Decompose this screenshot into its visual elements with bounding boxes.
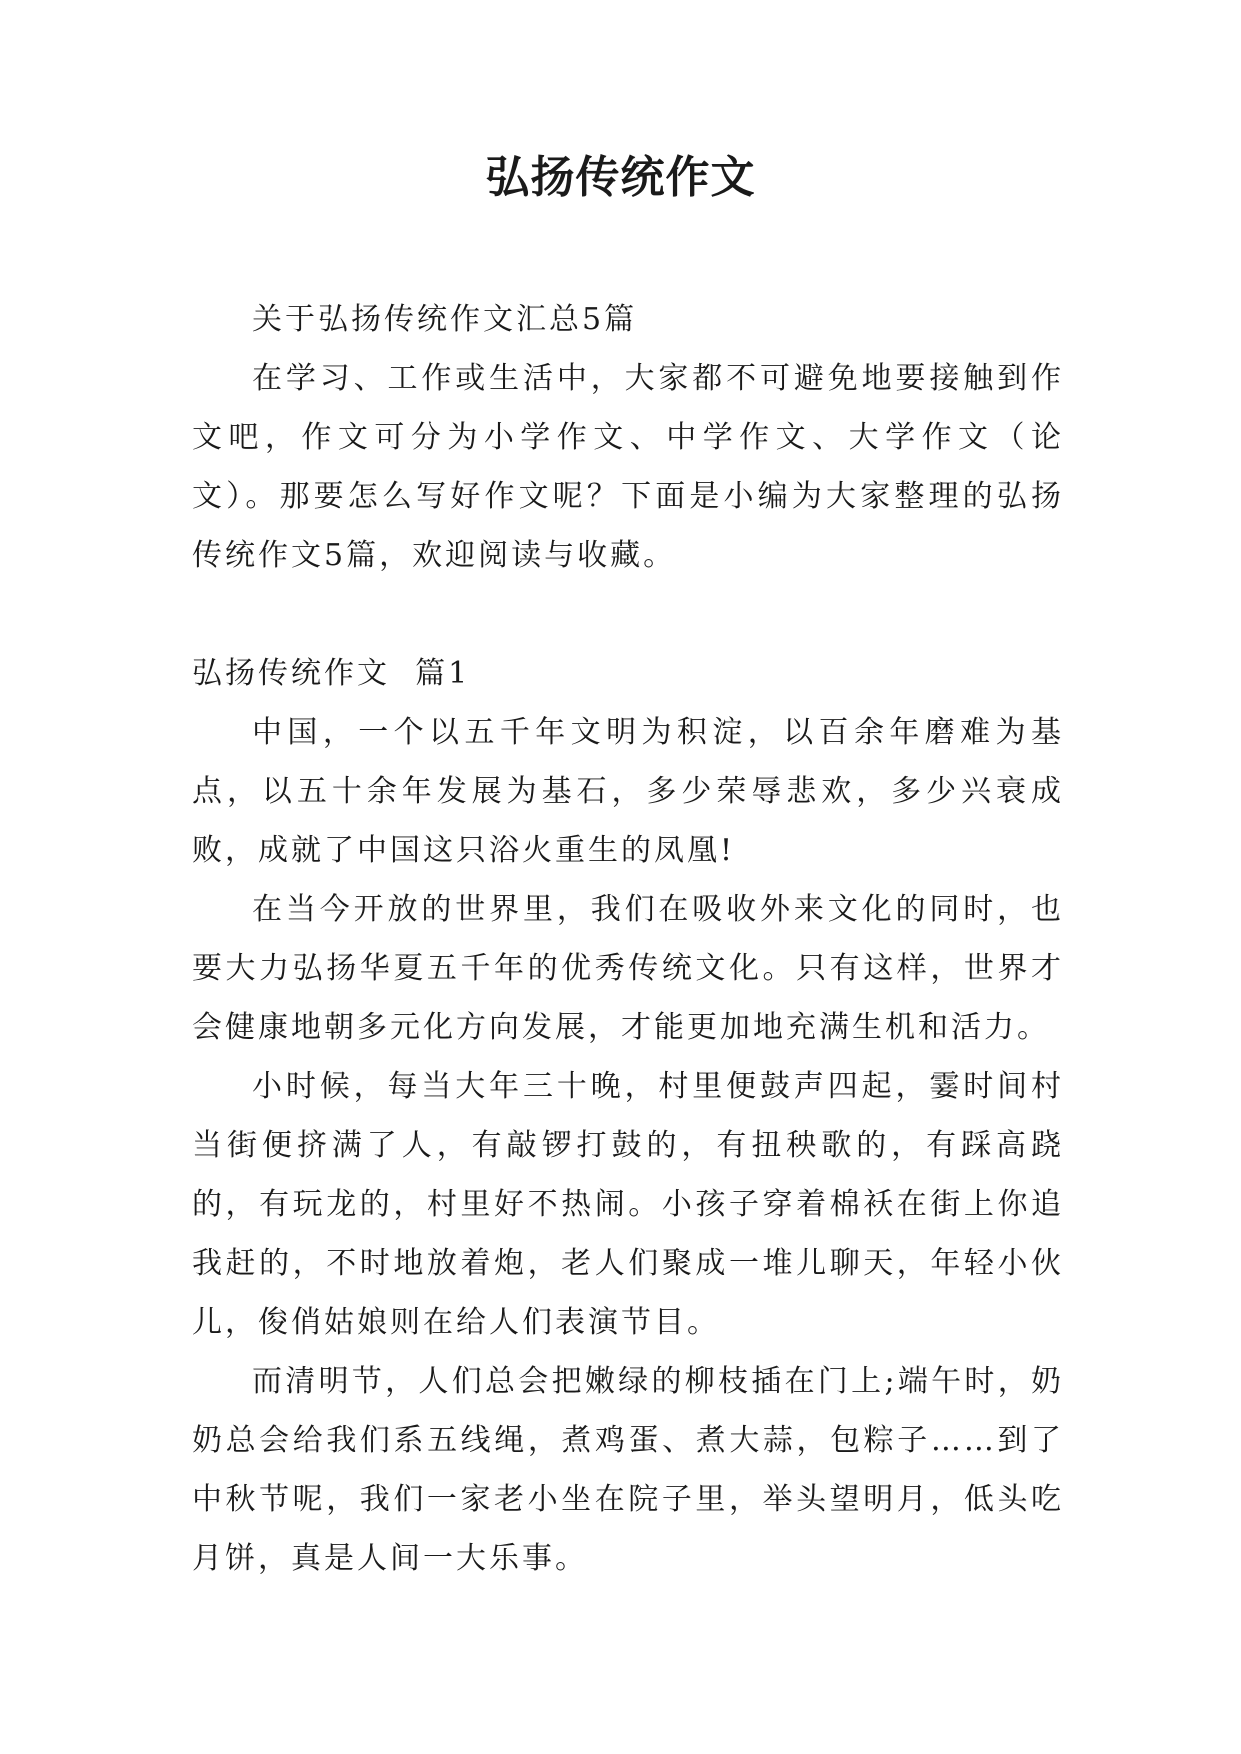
intro-subtitle: 关于弘扬传统作文汇总5篇 — [252, 302, 638, 337]
section-paragraph: 在当今开放的世界里，我们在吸收外来文化的同时，也要大力弘扬华夏五千年的优秀传统文化。只有这样，世界才会健康地朝多元化方向发展，才能更加地充满生机和活力。 — [192, 892, 1064, 1045]
intro-paragraph: 在学习、工作或生活中，大家都不可避免地要接触到作文吧，作文可分为小学作文、中学作文、大学作文（论文）。那要怎么写好作文呢？下面是小编为大家整理的弘扬传统作文5篇，欢迎阅读与收藏。 — [192, 361, 1064, 573]
section-heading: 弘扬传统作文 篇1 — [192, 656, 471, 691]
section-paragraph: 中国，一个以五千年文明为积淀，以百余年磨难为基点，以五十余年发展为基石，多少荣辱悲欢，多少兴衰成败，成就了中国这只浴火重生的凤凰! — [192, 715, 1064, 868]
document-title: 弘扬传统作文 — [485, 152, 756, 203]
section-paragraph: 而清明节，人们总会把嫩绿的柳枝插在门上;端午时，奶奶总会给我们系五线绳，煮鸡蛋、煮大蒜，包粽子……到了中秋节呢，我们一家老小坐在院子里，举头望明月，低头吃月饼，真是人间一大乐事。 — [192, 1364, 1064, 1576]
section-paragraph: 小时候，每当大年三十晚，村里便鼓声四起，霎时间村当街便挤满了人，有敲锣打鼓的，有扭秧歌的，有踩高跷的，有玩龙的，村里好不热闹。小孩子穿着棉袄在街上你追我赶的，不时地放着炮，老人们聚成一堆儿聊天，年轻小伙儿，俊俏姑娘则在给人们表演节目。 — [192, 1069, 1064, 1340]
document-body — [192, 290, 1064, 1588]
